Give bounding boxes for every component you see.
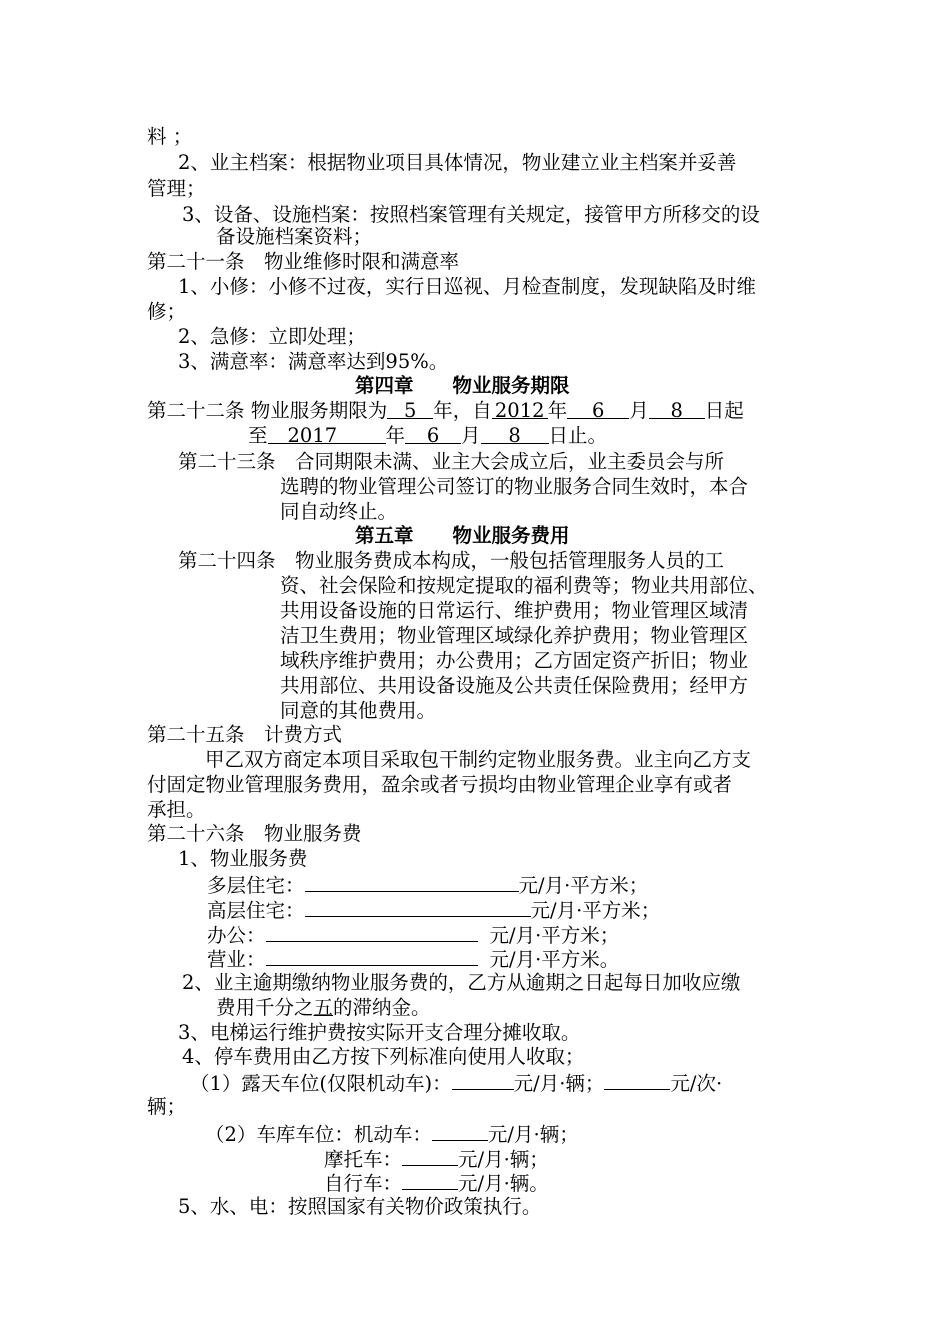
blank-start-month: 6 (567, 399, 629, 419)
late-fee-line (216, 996, 431, 1020)
parking-blank (452, 1070, 514, 1090)
fee-label: 办公： (207, 924, 266, 947)
text-line: 修； (147, 300, 187, 323)
text-line: 同自动终止。 (280, 500, 398, 523)
text-line: 2、业主逾期缴纳物业服务费的，乙方从逾期之日起每日加收应缴 (182, 971, 741, 994)
text-line: 5、水、电：按照国家有关物价政策执行。 (178, 1195, 542, 1218)
service-period-end-line (248, 424, 607, 448)
late-fee-rate: 五 (313, 996, 334, 1019)
text-line: 3、满意率：满意率达到95%。 (178, 350, 449, 373)
text-line: 选聘的物业管理公司签订的物业服务合同生效时，本合 (280, 475, 749, 498)
fee-blank (266, 922, 478, 942)
parking-line (205, 1121, 579, 1147)
text-line: 辆； (147, 1095, 187, 1118)
text-line: 资、社会保险和按规定提取的福利费等；物业共用部位、 (280, 574, 768, 597)
blank-start-year: 2012 (492, 399, 548, 419)
article-heading: 第二十六条 物业服务费 (147, 822, 362, 845)
fee-blank (305, 897, 531, 917)
parking-line (324, 1146, 549, 1172)
text-line: 1、物业服务费 (178, 847, 308, 870)
parking-unit: 元/月·辆； (487, 1123, 579, 1146)
parking-unit: 元/月·辆。 (458, 1172, 549, 1195)
blank-end-year (268, 424, 386, 447)
text-line: 甲乙双方商定本项目采取包干制约定物业服务费。业主向乙方支 (205, 748, 752, 771)
blank-end-month: 6 (405, 424, 461, 444)
fee-blank (305, 872, 519, 892)
parking-blank (402, 1146, 458, 1166)
text-segment: 月 (461, 424, 481, 447)
article-heading: 第二十一条 物业维修时限和满意率 (147, 250, 460, 273)
fee-line (207, 897, 660, 923)
text-line: 备设施档案资料； (216, 225, 373, 248)
text-segment: 费用千分之 (216, 996, 314, 1019)
text-line: 2、业主档案：根据物业项目具体情况，物业建立业主档案并妥善 (178, 151, 737, 174)
blank-years: 5 (387, 399, 433, 419)
article-heading: 第二十三条 合同期限未满、业主大会成立后，业主委员会与所 (178, 450, 725, 473)
text-segment: 第二十二条 物业服务期限为 (147, 399, 388, 422)
article-heading: 第二十五条 计费方式 (147, 723, 343, 746)
fee-unit: 元/月·平方米； (518, 874, 649, 897)
text-line: 同意的其他费用。 (280, 699, 437, 722)
parking-label: 自行车： (324, 1172, 403, 1195)
chapter-heading: 第五章 物业服务费用 (355, 524, 570, 547)
parking-line (324, 1170, 549, 1196)
text-line: 付固定物业管理服务费用，盈余或者亏损均由物业管理企业享有或者 (147, 773, 733, 796)
parking-blank (604, 1070, 670, 1090)
article-heading: 第二十四条 物业服务费成本构成，一般包括管理服务人员的工 (178, 549, 725, 572)
blank-end-day: 8 (481, 424, 549, 444)
parking-label: （2）车库车位：机动车： (205, 1123, 432, 1146)
text-line: 4、停车费用由乙方按下列标准向使用人收取； (182, 1045, 585, 1068)
parking-unit: 元/月·辆； (513, 1072, 605, 1095)
fee-label: 营业： (207, 948, 266, 971)
service-period-line (147, 399, 744, 423)
chapter-heading: 第四章 物业服务期限 (355, 374, 570, 397)
text-line: 3、设备、设施档案：按照档案管理有关规定，接管甲方所移交的设 (182, 203, 760, 226)
parking-unit: 元/次· (670, 1072, 723, 1095)
value: 2017 (287, 424, 338, 447)
parking-blank (432, 1121, 488, 1141)
text-segment: 日止。 (548, 424, 608, 447)
parking-label: 摩托车： (324, 1148, 403, 1171)
text-segment: 年 (547, 399, 568, 422)
text-line: 3、电梯运行维护费按实际开支合理分摊收取。 (178, 1021, 581, 1044)
text-line: 承担。 (147, 798, 206, 821)
text-segment: 月 (629, 399, 649, 422)
text-segment: 日起 (704, 399, 744, 422)
fee-label: 多层住宅： (207, 874, 305, 897)
text-line: 管理； (147, 177, 206, 200)
fee-line (207, 946, 619, 972)
fee-unit: 元/月·平方米； (489, 924, 620, 947)
blank-start-day: 8 (649, 399, 705, 419)
parking-blank (402, 1170, 458, 1190)
text-line: 料 ； (147, 125, 193, 148)
text-segment: 至 (248, 424, 268, 447)
text-segment: 年，自 (433, 399, 492, 422)
text-line: 2、急修：立即处理； (178, 325, 366, 348)
parking-unit: 元/月·辆； (458, 1148, 549, 1171)
text-line: 1、小修：小修不过夜，实行日巡视、月检查制度，发现缺陷及时维 (178, 275, 756, 298)
parking-line (190, 1070, 722, 1096)
fee-label: 高层住宅： (207, 899, 305, 922)
text-line: 洁卫生费用；物业管理区域绿化养护费用；物业管理区 (280, 624, 749, 647)
fee-line (207, 872, 648, 898)
text-line: 域秩序维护费用；办公费用；乙方固定资产折旧；物业 (280, 649, 749, 672)
text-segment: 的滞纳金。 (333, 996, 431, 1019)
text-line: 共用设备设施的日常运行、维护费用；物业管理区域清 (280, 599, 749, 622)
fee-line (207, 922, 619, 948)
fee-unit: 元/月·平方米。 (489, 948, 620, 971)
text-segment: 年 (385, 424, 406, 447)
text-line: 共用部位、共用设备设施及公共责任保险费用；经甲方 (280, 674, 749, 697)
parking-label: （1）露天车位(仅限机动车)： (190, 1072, 452, 1095)
fee-unit: 元/月·平方米； (530, 899, 661, 922)
fee-blank (266, 946, 478, 966)
